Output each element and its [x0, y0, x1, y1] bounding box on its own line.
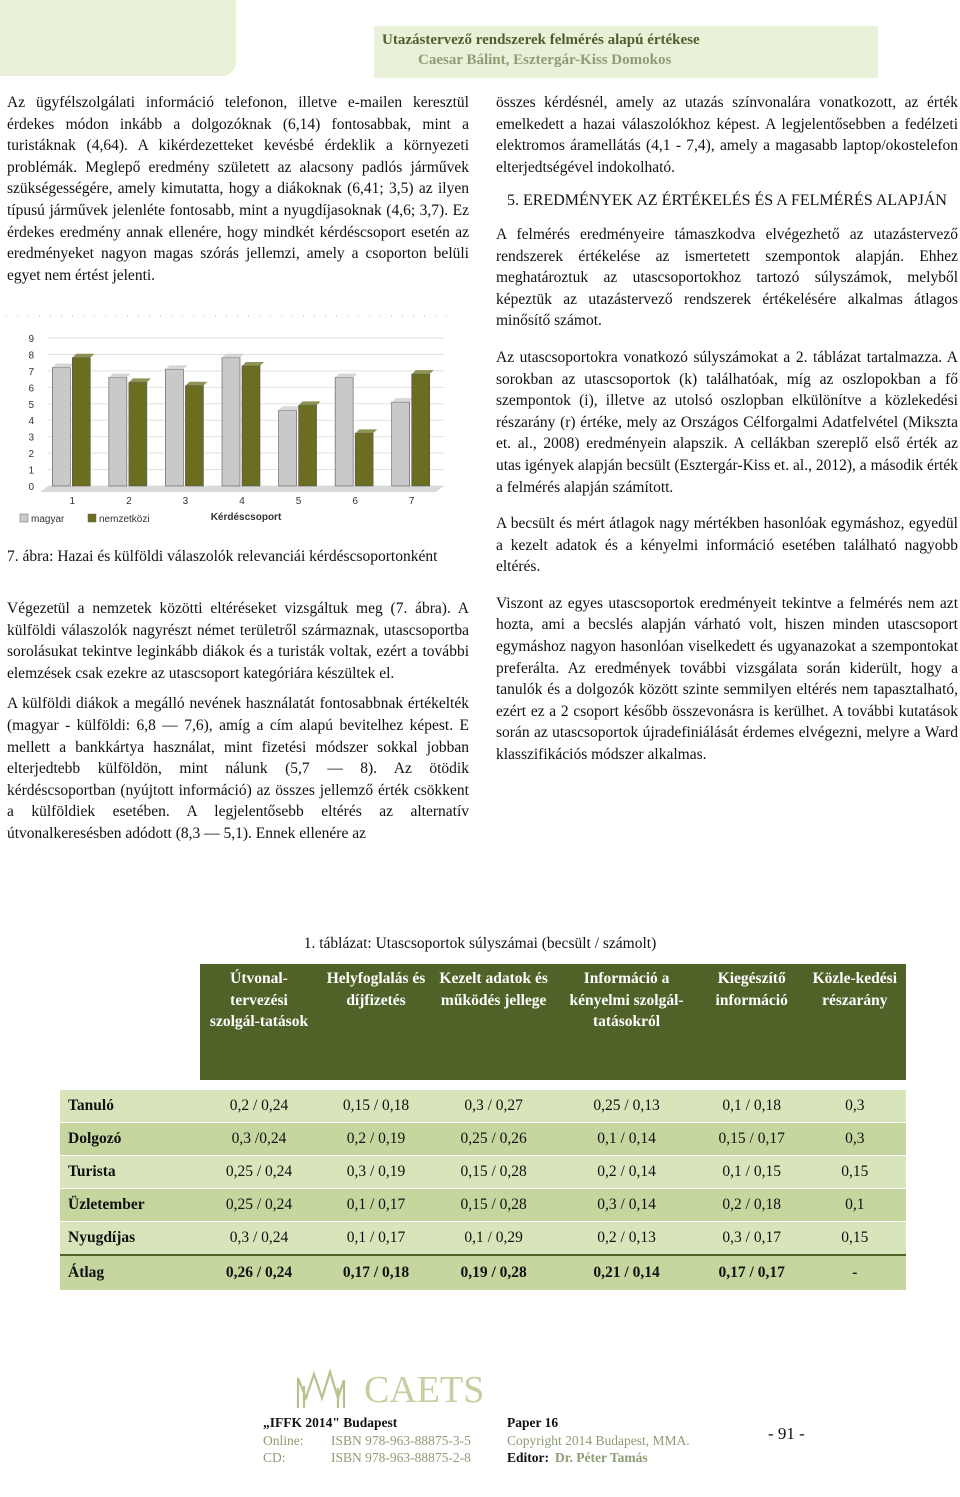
right-column [496, 92, 958, 775]
copyright: Copyright 2014 Budapest, MMA. [507, 1433, 690, 1448]
bar-top-nemzetközi [185, 382, 207, 386]
table-cell: 0,3 / 0,17 [700, 1222, 804, 1256]
table-cell: 0,3 / 0,24 [200, 1222, 318, 1256]
column-header: Közle-kedési részarány [804, 964, 906, 1080]
y-tick-label: 1 [28, 465, 34, 477]
cd-label: CD: [263, 1450, 286, 1465]
x-axis-label: Kérdéscsoport [210, 512, 282, 523]
column-header: Helyfoglalás és díjfizetés [318, 964, 434, 1080]
online-isbn: ISBN 978-963-88875-3-5 [331, 1433, 471, 1448]
y-tick-label: 4 [28, 416, 34, 428]
section-heading: 5. EREDMÉNYEK AZ ÉRTÉKELÉS ÉS A FELMÉRÉS ALAPJÁN [507, 192, 947, 210]
x-tick-label: 1 [69, 496, 76, 507]
table-cell: 0,15 / 0,28 [434, 1156, 553, 1189]
table-cell: 0,3 / 0,27 [434, 1090, 553, 1123]
table-cell: 0,15 [804, 1156, 906, 1189]
table-title: 1. táblázat: Utascsoportok súlyszámai (becsült / számolt) [303, 935, 657, 952]
table-cell: 0,1 / 0,15 [700, 1156, 804, 1189]
column-header: Kezelt adatok és működés jellege [434, 964, 553, 1080]
bar-magyar [222, 358, 240, 486]
table-cell: - [804, 1255, 906, 1291]
table-cell: 0,2 / 0,19 [318, 1123, 434, 1156]
bar-nemzetközi [185, 386, 203, 486]
table-cell: 0,3 [804, 1090, 906, 1123]
x-tick-label: 5 [295, 496, 302, 507]
x-tick-label: 4 [239, 496, 245, 507]
bar-top-magyar [109, 373, 131, 377]
table-cell: 0,25 / 0,24 [200, 1156, 318, 1189]
bar-chart-svg [6, 312, 450, 534]
paragraph: Az ügyfélszolgálati információ telefonon, illetve e-mailen keresztül érdekes módon inkább a dolgozóknak (6,14) fontosabbak, mint a turistáknak (4,64). A kikérdezetteket kevésbé érdeklik a környezeti problémák. Meglepő eredmény született az alacsony padlós járművek szükségességére, amely kimutatta, hogy a diákoknak (6,41; 3,5) az ilyen típusú járművek jelenléte fontosabb, mint a nyugdíjasoknak (4,6; 3,7). Ez érdekes eredmény annak ellenére, hogy mindkét kérdéscsoport esetén az eredményeket nagyon magas szórás jellemzi, amely a csoporton belüli egyet nem értést jelenti. [7, 94, 469, 284]
bar-nemzetközi [299, 405, 317, 486]
table-cell: 0,2 / 0,24 [200, 1090, 318, 1123]
table-cell: 0,3 [804, 1123, 906, 1156]
running-authors: Caesar Bálint, Esztergár-Kiss Domokos [418, 52, 672, 68]
bar-magyar [109, 377, 127, 486]
paper-number: Paper 16 [507, 1415, 559, 1430]
bar-top-magyar [392, 398, 414, 402]
y-tick-label: 5 [28, 399, 34, 411]
logo-text: CAETS [364, 1369, 484, 1411]
bar-top-nemzetközi [129, 378, 151, 382]
paragraph: A becsült és mért átlagok nagy mértékben hasonlóak egymáshoz, egyedül a kezelt adatok és a kényelmi információ esetében található nagyobb eltérés. [496, 515, 958, 576]
y-tick-label: 6 [28, 383, 34, 395]
row-label: Átlag [60, 1255, 200, 1291]
table-cell: 0,15 [804, 1222, 906, 1256]
table-cell: 0,1 / 0,14 [553, 1123, 699, 1156]
y-tick-label: 7 [28, 366, 34, 378]
legend-label: nemzetközi [99, 514, 150, 525]
bar-magyar [335, 377, 353, 486]
bar-nemzetközi [72, 358, 90, 486]
bar-top-nemzetközi [242, 362, 264, 366]
bar-top-magyar [279, 406, 301, 410]
chart-floor [40, 486, 444, 492]
x-tick-label: 6 [352, 496, 358, 507]
caets-logo-svg [294, 1360, 484, 1412]
table-row [60, 1156, 906, 1189]
table-cell: 0,25 / 0,13 [553, 1090, 699, 1123]
x-tick-label: 3 [182, 496, 189, 507]
editor-label: Editor: [507, 1450, 549, 1465]
header-decoration [0, 0, 236, 76]
row-label: Turista [60, 1156, 200, 1189]
x-tick-label: 7 [408, 496, 415, 507]
running-title: Utazástervező rendszerek felmérés alapú értékese [382, 32, 700, 48]
figure-caption: 7. ábra: Hazai és külföldi válaszolók relevanciái kérdéscsoportonként [7, 548, 438, 565]
table-cell: 0,21 / 0,14 [553, 1255, 699, 1291]
x-tick-label: 2 [126, 496, 132, 507]
bar-top-nemzetközi [299, 401, 321, 405]
table-cell: 0,1 [804, 1189, 906, 1222]
row-label: Nyugdíjas [60, 1222, 200, 1256]
table-row [60, 1123, 906, 1156]
paragraph: összes kérdésnél, amely az utazás színvonalára vonatkozott, az érték emelkedett a hazai válaszolókhoz képest. A legjelentősebben a fedélzeti elektromos áramellátás (4,1 - 7,4), amely a magasabb laptop/okostelefon elterjedtségével indokolható. [496, 94, 958, 176]
bar-chart [6, 312, 450, 534]
table-cell: 0,15 / 0,18 [318, 1090, 434, 1123]
table-cell: 0,2 / 0,13 [553, 1222, 699, 1256]
weights-table [60, 964, 906, 1291]
paragraph: Végezetül a nemzetek közötti eltéréseket vizsgáltuk meg (7. ábra). A külföldi válaszolók nagyrészt német területről származnak, utascsoportba sorolásukat tekintve leginkább diákok és a turisták voltak, ezért a további elemzések csak ezekre az utascsoport kategóriára készültek el. [7, 600, 469, 682]
legend-label: magyar [31, 514, 65, 525]
y-tick-label: 3 [28, 432, 34, 444]
legend-swatch [20, 514, 28, 522]
table-row [60, 1222, 906, 1256]
paragraph: A felmérés eredményeire támaszkodva elvégezhető az utazástervező rendszerek értékelése az ismertetett szempontok alapján. Ehhez meghatároztuk az utascsoportokhoz tartozó súlyszámok, melyből képeztük az utazástervező rendszerek értékelésére alkalmas átlagos minősítő számot. [496, 225, 958, 330]
bar-top-magyar [52, 364, 74, 368]
y-tick-label: 0 [28, 482, 34, 493]
left-column-top [7, 92, 469, 295]
table-cell: 0,1 / 0,17 [318, 1189, 434, 1222]
y-tick-label: 9 [28, 334, 34, 345]
left-column-bottom [7, 598, 469, 854]
table-cell: 0,19 / 0,28 [434, 1255, 553, 1291]
bar-magyar [279, 410, 297, 486]
editor-name: Dr. Péter Tamás [555, 1450, 648, 1465]
column-header: Információ a kényelmi szolgál-tatásokról [553, 964, 699, 1080]
y-tick-label: 2 [28, 449, 34, 461]
online-label: Online: [263, 1433, 304, 1448]
y-tick-label: 8 [28, 350, 34, 362]
table-cell: 0,1 / 0,29 [434, 1222, 553, 1256]
bar-magyar [392, 402, 410, 486]
table-cell: 0,1 / 0,17 [318, 1222, 434, 1256]
table-cell: 0,17 / 0,18 [318, 1255, 434, 1291]
table-cell: 0,26 / 0,24 [200, 1255, 318, 1291]
table-corner [60, 964, 200, 1080]
column-header: Kiegészítő információ [700, 964, 804, 1080]
bar-nemzetközi [242, 366, 260, 486]
table-cell: 0,3 / 0,14 [553, 1189, 699, 1222]
table-row [60, 1189, 906, 1222]
row-label: Tanuló [60, 1090, 200, 1123]
paragraph: Az utascsoportokra vonatkozó súlyszámokat a 2. táblázat tartalmazza. A sorokban az utascsoportok (k) találhatóak, míg az oszlopokban a fő szempontok (i), illetve az utolsó oszlopban elkülönítve a közlekedési részarány (r) értéke, mely az Országos Célforgalmi Adatfelvétel (Mikszta et. al., 2008) eredményein alapszik. A cellákban szereplő első érték az utas igények alapján becsült (Esztergár-Kiss et. al., 2012), a második érték a felmérés alapján számított. [496, 348, 958, 496]
table-cell: 0,25 / 0,24 [200, 1189, 318, 1222]
paragraph: Viszont az egyes utascsoportok eredményeit tekintve a felmérés nem azt hozta, ami a becslés alapján várható volt, hiszen minden utascsoport egymáshoz nagyon hasonlóan viselkedett és ugyanazokat a szempontokat preferálta. Az eredmények további vizsgálata során kiderült, hogy a tanulók és a dolgozók között szinte semmilyen eltérés nem tapasztalható, ezért ez a 2 csoport később összevonásra is kerülhet. A további kutatások során az utascsoportok újradefiniálását érdemes elvégezni, melyre a Ward klasszifikációs módszer alkalmas. [496, 594, 958, 764]
page-number: - 91 - [768, 1424, 805, 1443]
table-header-row [60, 964, 906, 1080]
conference-name: „IFFK 2014" Budapest [263, 1415, 398, 1430]
bar-nemzetközi [355, 433, 373, 486]
column-header: Útvonal-tervezési szolgál-tatások [200, 964, 318, 1080]
row-label: Dolgozó [60, 1123, 200, 1156]
table-cell: 0,25 / 0,26 [434, 1123, 553, 1156]
table-cell: 0,2 / 0,14 [553, 1156, 699, 1189]
paragraph: A külföldi diákok a megálló nevének használatát fontosabbnak értékelték (magyar - külföldi: 6,8 — 7,6), amíg a cím alapú bevitelhez képest. E mellett a bankkártya használat, mint fizetési módszer sokkal jobban elterjedtebb külföldön, mint nálunk (5,7 — 8). Az ötödik kérdéscsoportban (nyújtott információ) az összes jellemző érték csökkent a külföldiek esetében. A legjelentősebb eltérés az alternatív útvonalkeresésben adódott (8,3 — 5,1). Ennek ellenére az [7, 695, 469, 842]
bar-magyar [165, 369, 183, 486]
table-average-row [60, 1255, 906, 1291]
table-cell: 0,17 / 0,17 [700, 1255, 804, 1291]
table-cell: 0,15 / 0,17 [700, 1123, 804, 1156]
bar-top-magyar [165, 365, 187, 369]
row-label: Üzletember [60, 1189, 200, 1222]
table-cell: 0,3 /0,24 [200, 1123, 318, 1156]
bar-nemzetközi [129, 382, 147, 486]
legend-swatch [88, 514, 96, 522]
table-cell: 0,3 / 0,19 [318, 1156, 434, 1189]
table-row [60, 1090, 906, 1123]
cd-isbn: ISBN 978-963-88875-2-8 [331, 1450, 471, 1465]
bar-top-nemzetközi [355, 429, 377, 433]
caets-logo [294, 1360, 484, 1417]
bar-top-magyar [335, 373, 357, 377]
table-cell: 0,15 / 0,28 [434, 1189, 553, 1222]
table-cell: 0,1 / 0,18 [700, 1090, 804, 1123]
bar-nemzetközi [412, 374, 430, 486]
bar-magyar [52, 368, 70, 486]
table-cell: 0,2 / 0,18 [700, 1189, 804, 1222]
